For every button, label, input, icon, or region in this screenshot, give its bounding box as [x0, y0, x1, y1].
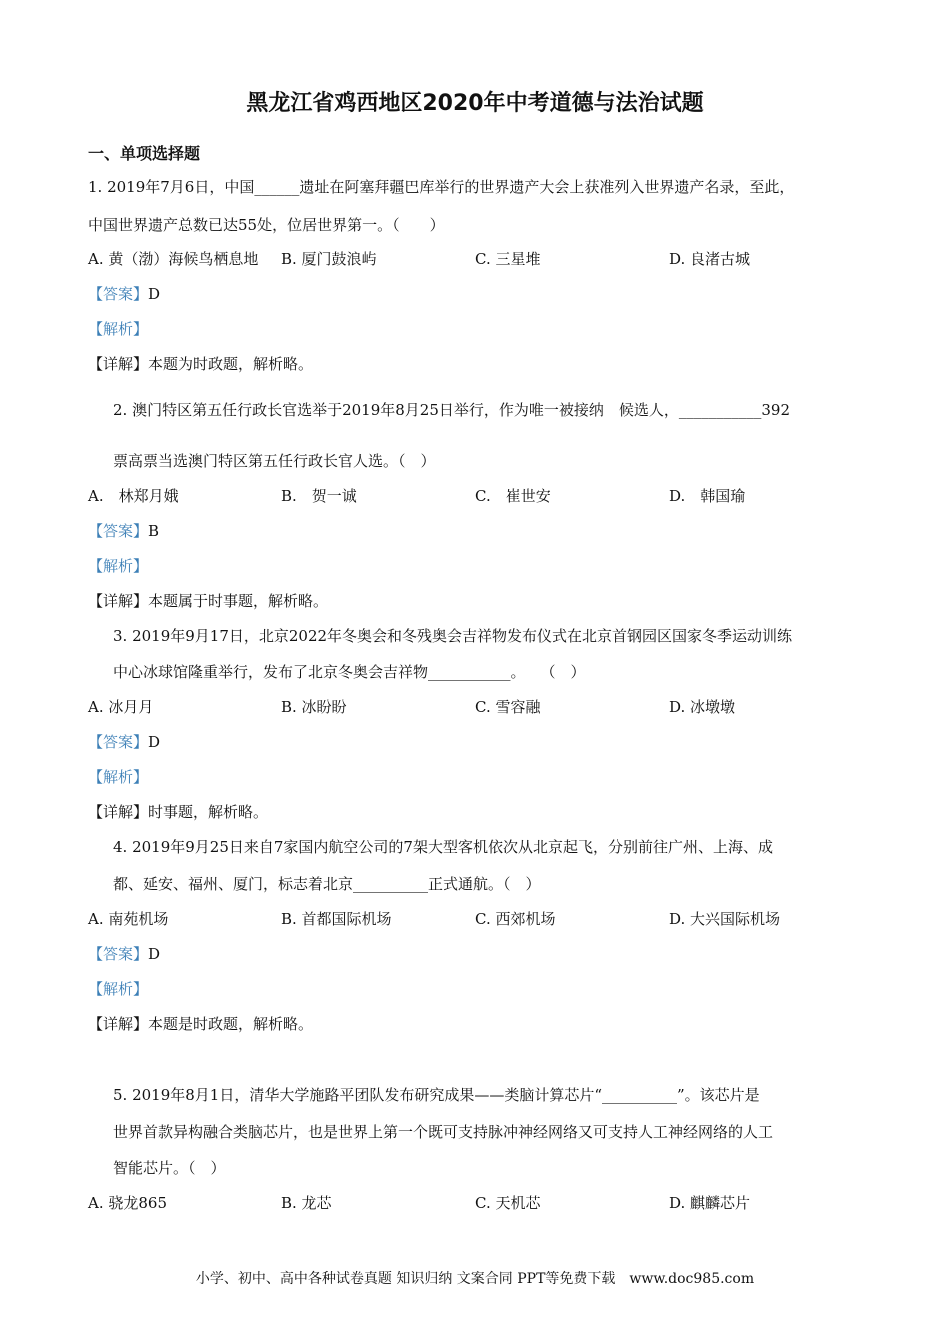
- question-2-line-2: 票高票当选澳门特区第五任行政长官人选。（ ）: [113, 452, 436, 470]
- answer-label: 【答案】: [88, 733, 149, 751]
- option-d: D. 良渚古城: [669, 250, 751, 268]
- question-5-line-3: 智能芯片。（ ）: [113, 1159, 226, 1177]
- detail-label: 【详解】: [88, 1015, 149, 1033]
- question-2-answer: [88, 521, 159, 541]
- question-5-line-1: 5. 2019年8月1日，清华大学施路平团队发布研究成果——类脑计算芯片“__________”。该芯片是: [113, 1086, 760, 1104]
- option-d: D. 冰墩墩: [669, 698, 736, 716]
- option-d: D. 大兴国际机场: [669, 910, 781, 928]
- answer-label: 【答案】: [88, 285, 149, 303]
- detail-text: 时事题，解析略。: [148, 803, 269, 821]
- option-b: B. 贺一诚: [281, 487, 357, 505]
- option-b: B. 龙芯: [281, 1194, 332, 1212]
- option-a: A. 骁龙865: [88, 1194, 167, 1212]
- option-c: C. 崔世安: [475, 487, 551, 505]
- question-1-line-1: 1. 2019年7月6日，中国______遗址在阿塞拜疆巴库举行的世界遗产大会上获准列入世界遗产名录，至此，: [88, 178, 795, 196]
- option-b: B. 冰盼盼: [281, 698, 347, 716]
- option-a: A. 林郑月娥: [88, 487, 179, 505]
- question-3-detail: [88, 802, 268, 822]
- option-a: A. 冰月月: [88, 698, 154, 716]
- page-title: 黑龙江省鸡西地区2020年中考道德与法治试题: [246, 91, 704, 116]
- option-c: C. 天机芯: [475, 1194, 541, 1212]
- detail-text: 本题是时政题，解析略。: [148, 1015, 314, 1033]
- section-heading: 一、单项选择题: [88, 144, 201, 163]
- question-3-line-1: 3. 2019年9月17日，北京2022年冬奥会和冬残奥会吉祥物发布仪式在北京首钢园区国家冬季运动训练: [113, 627, 793, 645]
- answer-value: D: [148, 945, 161, 963]
- question-4-analysis-label: 【解析】: [88, 980, 149, 998]
- detail-label: 【详解】: [88, 355, 149, 373]
- page-footer: 小学、初中、高中各种试卷真题 知识归纳 文案合同 PPT等免费下载 www.doc985.com: [195, 1271, 755, 1287]
- question-4-line-1: 4. 2019年9月25日来自7家国内航空公司的7架大型客机依次从北京起飞，分别前往广州、上海、成: [113, 838, 773, 856]
- option-b: B. 厦门鼓浪屿: [281, 250, 377, 268]
- question-2-analysis-label: 【解析】: [88, 557, 149, 575]
- detail-text: 本题为时政题，解析略。: [148, 355, 314, 373]
- question-4-answer: [88, 944, 160, 964]
- option-d: D. 韩国瑜: [669, 487, 746, 505]
- question-3-answer: [88, 732, 160, 752]
- detail-text: 本题属于时事题，解析略。: [148, 592, 329, 610]
- answer-label: 【答案】: [88, 522, 149, 540]
- question-1-detail: [88, 354, 313, 374]
- answer-value: B: [148, 522, 160, 540]
- question-3-analysis-label: 【解析】: [88, 768, 149, 786]
- option-c: C. 雪容融: [475, 698, 541, 716]
- question-4-line-2: 都、延安、福州、厦门，标志着北京__________正式通航。（ ）: [113, 875, 541, 893]
- option-c: C. 三星堆: [475, 250, 541, 268]
- question-1-line-2: 中国世界遗产总数已达55处，位居世界第一。（ ）: [88, 216, 445, 234]
- option-d: D. 麒麟芯片: [669, 1194, 751, 1212]
- question-5-line-2: 世界首款异构融合类脑芯片，也是世界上第一个既可支持脉冲神经网络又可支持人工神经网络的人工: [113, 1123, 774, 1141]
- option-a: A. 黄（渤）海候鸟栖息地: [88, 250, 259, 268]
- answer-value: D: [148, 733, 161, 751]
- answer-label: 【答案】: [88, 945, 149, 963]
- question-3-line-2: 中心冰球馆隆重举行，发布了北京冬奥会吉祥物___________。 （ ）: [113, 663, 586, 681]
- question-4-detail: [88, 1014, 313, 1034]
- answer-value: D: [148, 285, 161, 303]
- option-a: A. 南苑机场: [88, 910, 169, 928]
- question-2-line-1: 2. 澳门特区第五任行政长官选举于2019年8月25日举行，作为唯一被接纳 候选人，___________392: [113, 401, 791, 419]
- question-1-answer: [88, 284, 160, 304]
- option-c: C. 西郊机场: [475, 910, 556, 928]
- detail-label: 【详解】: [88, 803, 149, 821]
- option-b: B. 首都国际机场: [281, 910, 392, 928]
- detail-label: 【详解】: [88, 592, 149, 610]
- question-1-analysis-label: 【解析】: [88, 320, 149, 338]
- question-2-detail: [88, 591, 328, 611]
